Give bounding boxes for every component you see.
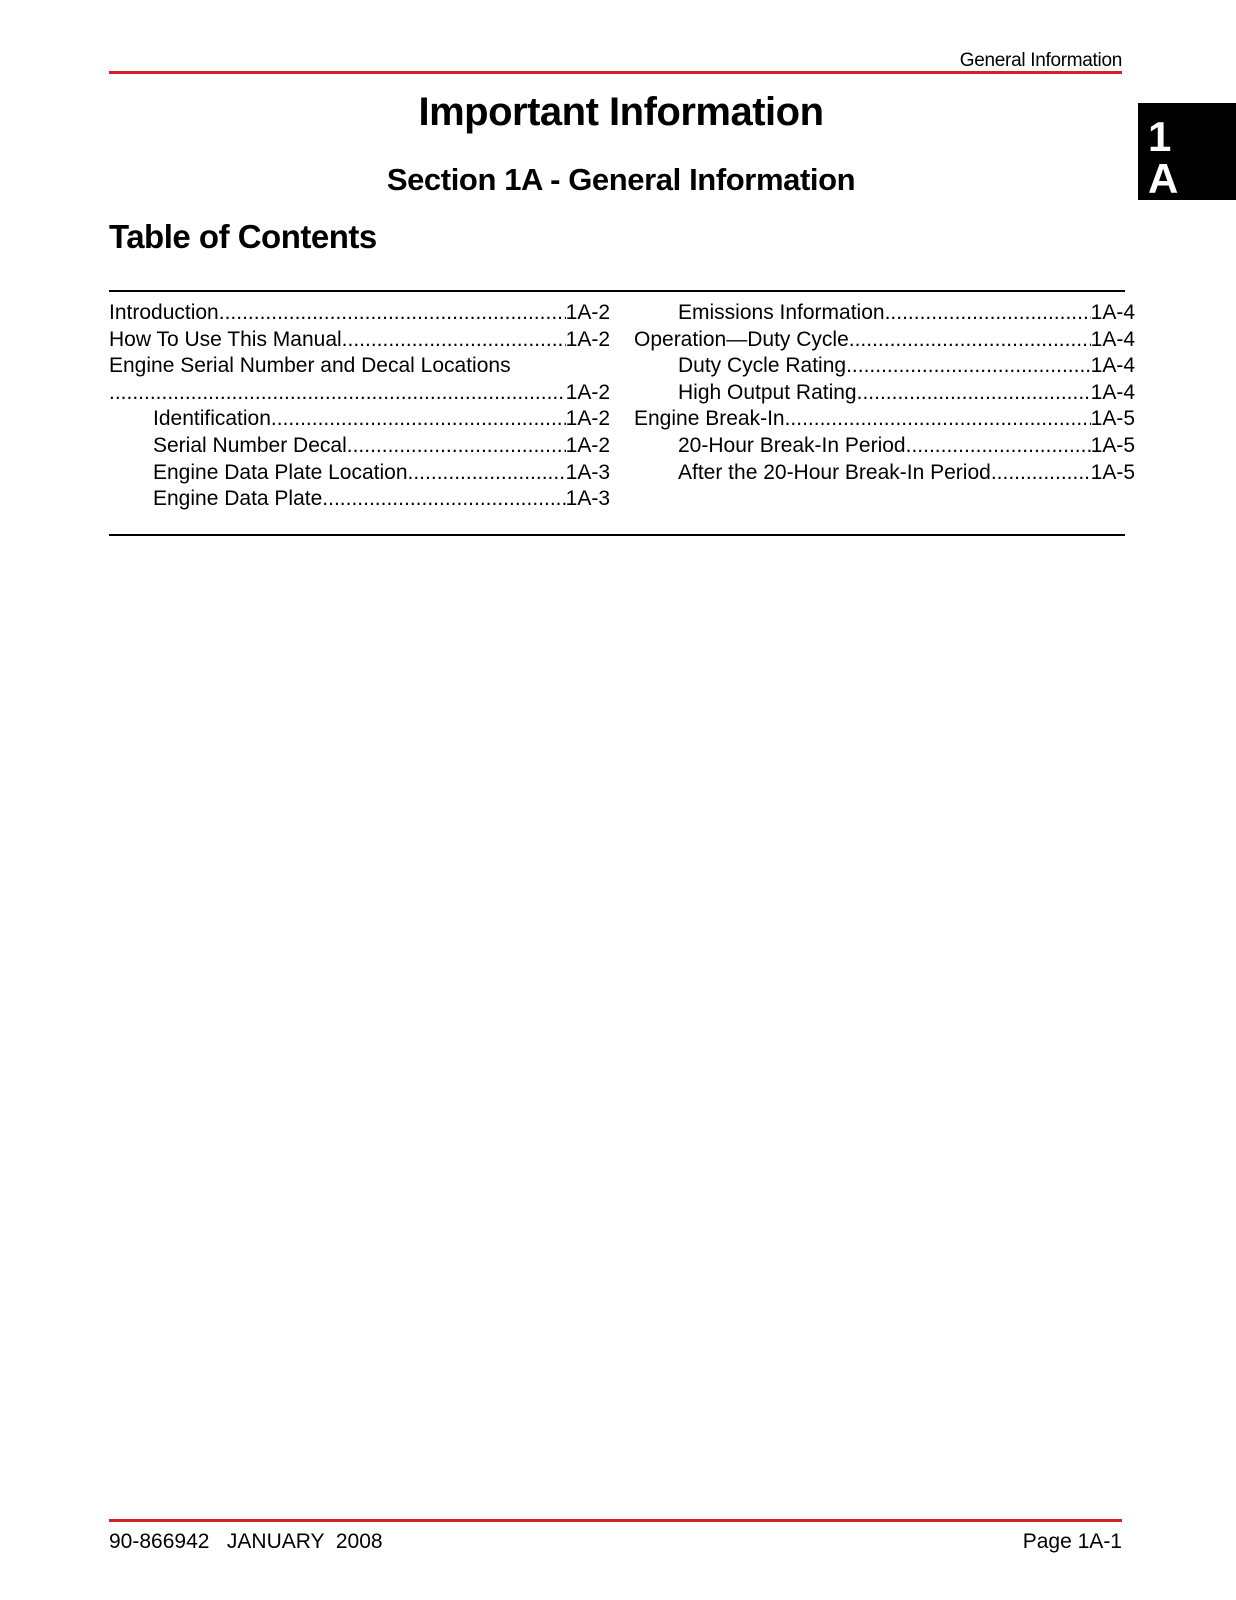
toc-leader-dots xyxy=(408,460,566,487)
toc-entry-continuation[interactable] xyxy=(109,380,610,407)
section-tab-letter: A xyxy=(1148,155,1179,202)
section-subtitle: Section 1A - General Information xyxy=(386,162,856,197)
toc-leader-dots xyxy=(885,300,1091,327)
toc-entry[interactable] xyxy=(109,433,610,460)
toc-entry-page: 1A-4 xyxy=(1090,354,1135,378)
toc-entry-title: Identification xyxy=(153,407,271,431)
toc-entry-page: 1A-4 xyxy=(1090,380,1135,404)
toc-entry-title: Serial Number Decal xyxy=(153,433,347,457)
toc-entry-title: High Output Rating xyxy=(678,380,857,404)
toc-leader-dots xyxy=(271,406,566,433)
toc-entry-page: 1A-2 xyxy=(565,380,610,404)
toc-entry[interactable] xyxy=(634,327,1135,354)
toc-entry[interactable] xyxy=(634,353,1135,380)
toc-leader-dots xyxy=(857,380,1091,407)
toc-entry-title: Operation—Duty Cycle xyxy=(634,327,849,351)
toc-entry[interactable] xyxy=(109,353,610,380)
toc-entry-title: Engine Serial Number and Decal Locations xyxy=(109,354,511,378)
toc-entry-title: Duty Cycle Rating xyxy=(678,354,847,378)
toc-entry-page: 1A-3 xyxy=(565,460,610,484)
toc-entry[interactable] xyxy=(634,406,1135,433)
toc-leader-dots xyxy=(347,433,566,460)
toc-bottom-rule xyxy=(109,534,1125,536)
toc-leader-dots xyxy=(849,327,1091,354)
toc-entry-title: Engine Break-In xyxy=(634,407,785,431)
toc-left-column xyxy=(109,300,610,513)
toc-leader-dots xyxy=(219,300,566,327)
toc-entry-title: Engine Data Plate xyxy=(153,487,323,511)
toc-entry-page: 1A-5 xyxy=(1090,460,1135,484)
toc-entry-page: 1A-2 xyxy=(565,433,610,457)
toc-leader-dots xyxy=(846,353,1091,380)
toc-entry[interactable] xyxy=(109,460,610,487)
toc-entry[interactable] xyxy=(109,406,610,433)
page-title: Important Information xyxy=(418,90,824,134)
toc-entry-title: 20-Hour Break-In Period xyxy=(678,433,906,457)
toc-entry-page: 1A-3 xyxy=(565,487,610,511)
toc-entry[interactable] xyxy=(109,300,610,327)
toc-entry-page: 1A-2 xyxy=(565,327,610,351)
toc-entry[interactable] xyxy=(109,486,610,513)
toc-entry-page: 1A-5 xyxy=(1090,407,1135,431)
toc-leader-dots xyxy=(991,460,1091,487)
toc-entry-title: After the 20-Hour Break-In Period xyxy=(678,460,991,484)
section-tab-number: 1 xyxy=(1148,113,1172,160)
toc-entry-page: 1A-2 xyxy=(565,407,610,431)
footer-rule xyxy=(109,1519,1122,1522)
toc-entry[interactable] xyxy=(634,433,1135,460)
toc-entry[interactable] xyxy=(109,327,610,354)
toc-entry-title: Introduction xyxy=(109,301,219,324)
toc-top-rule xyxy=(109,290,1125,292)
toc-entry-title: How To Use This Manual xyxy=(109,327,342,351)
toc-entry-page: 1A-5 xyxy=(1090,433,1135,457)
toc-entry-page: 1A-4 xyxy=(1090,327,1135,351)
toc-entry[interactable] xyxy=(634,300,1135,327)
toc-right-column xyxy=(634,300,1135,486)
toc-leader-dots xyxy=(785,406,1091,433)
toc-entry-page: 1A-2 xyxy=(565,301,610,324)
header-rule xyxy=(109,71,1122,74)
toc-heading: Table of Contents xyxy=(109,218,377,255)
toc-leader-dots xyxy=(342,327,566,354)
toc-entry[interactable] xyxy=(634,460,1135,487)
toc-entry-title: Engine Data Plate Location xyxy=(153,460,408,484)
toc-entry[interactable] xyxy=(634,380,1135,407)
toc-leader-dots xyxy=(109,380,566,407)
running-header: General Information xyxy=(959,50,1122,71)
footer-doc-info: 90-866942 JANUARY 2008 xyxy=(109,1530,383,1553)
toc-entry-title: Emissions Information xyxy=(678,301,885,324)
toc-leader-dots xyxy=(906,433,1091,460)
toc-leader-dots xyxy=(322,486,565,513)
footer-page-number: Page 1A-1 xyxy=(1022,1530,1122,1553)
toc-entry-page: 1A-4 xyxy=(1090,301,1135,324)
